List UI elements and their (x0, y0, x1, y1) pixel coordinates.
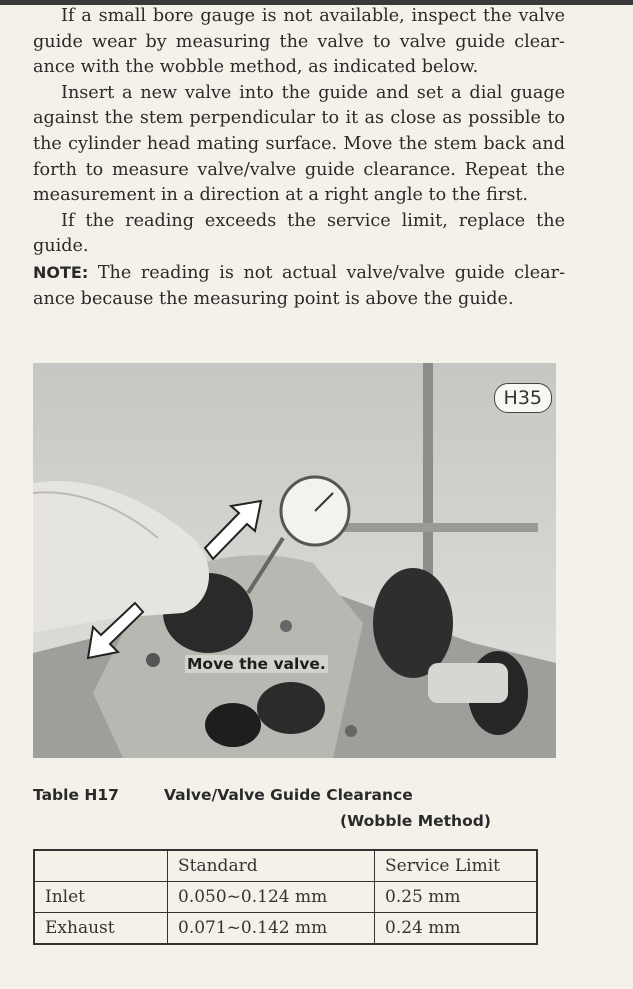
table-header-cell: Standard (168, 850, 375, 882)
table-cell: Inlet (34, 882, 168, 913)
table-subtitle: (Wobble Method) (340, 812, 491, 830)
table-header-row (34, 850, 537, 882)
paragraph-3: If the reading exceeds the service limit, replace the guide. (33, 210, 565, 257)
table-cell: 0.050~0.124 mm (168, 882, 375, 913)
figure-id-badge: H35 (494, 383, 552, 413)
paragraph-1: If a small bore gauge is not available, inspect the valve guide wear by measuring the valve to valve guide clearance with the wobble method, as indicated below. (33, 6, 565, 78)
table-cell: 0.071~0.142 mm (168, 913, 375, 945)
table-header-cell: Service Limit (375, 850, 538, 882)
figure-callout: Move the valve. (187, 655, 326, 673)
table-cell: Exhaust (34, 913, 168, 945)
body-text (33, 4, 565, 312)
paragraph-2: Insert a new valve into the guide and set a dial guage against the stem perpendicular to it as close as possible to the cylinder head mating surface. Move the stem back and forth to measure valve/valve guide clearance. Repeat the measurement in a direction at a right angle to the first. (33, 82, 565, 206)
clearance-table (33, 849, 538, 945)
table-row (34, 913, 537, 945)
table-cell: 0.24 mm (375, 913, 538, 945)
table-caption: Table H17 (33, 786, 119, 804)
note-label: NOTE: (33, 262, 89, 282)
photo-illustration (33, 363, 556, 758)
table-cell: 0.25 mm (375, 882, 538, 913)
note-text: The reading is not actual valve/valve guide clearance because the measuring point is above the guide. (33, 262, 566, 309)
table-row (34, 882, 537, 913)
table-header-cell (34, 850, 168, 882)
note-paragraph (33, 260, 565, 312)
figure-photo (33, 363, 556, 758)
table-title: Valve/Valve Guide Clearance (164, 786, 413, 804)
